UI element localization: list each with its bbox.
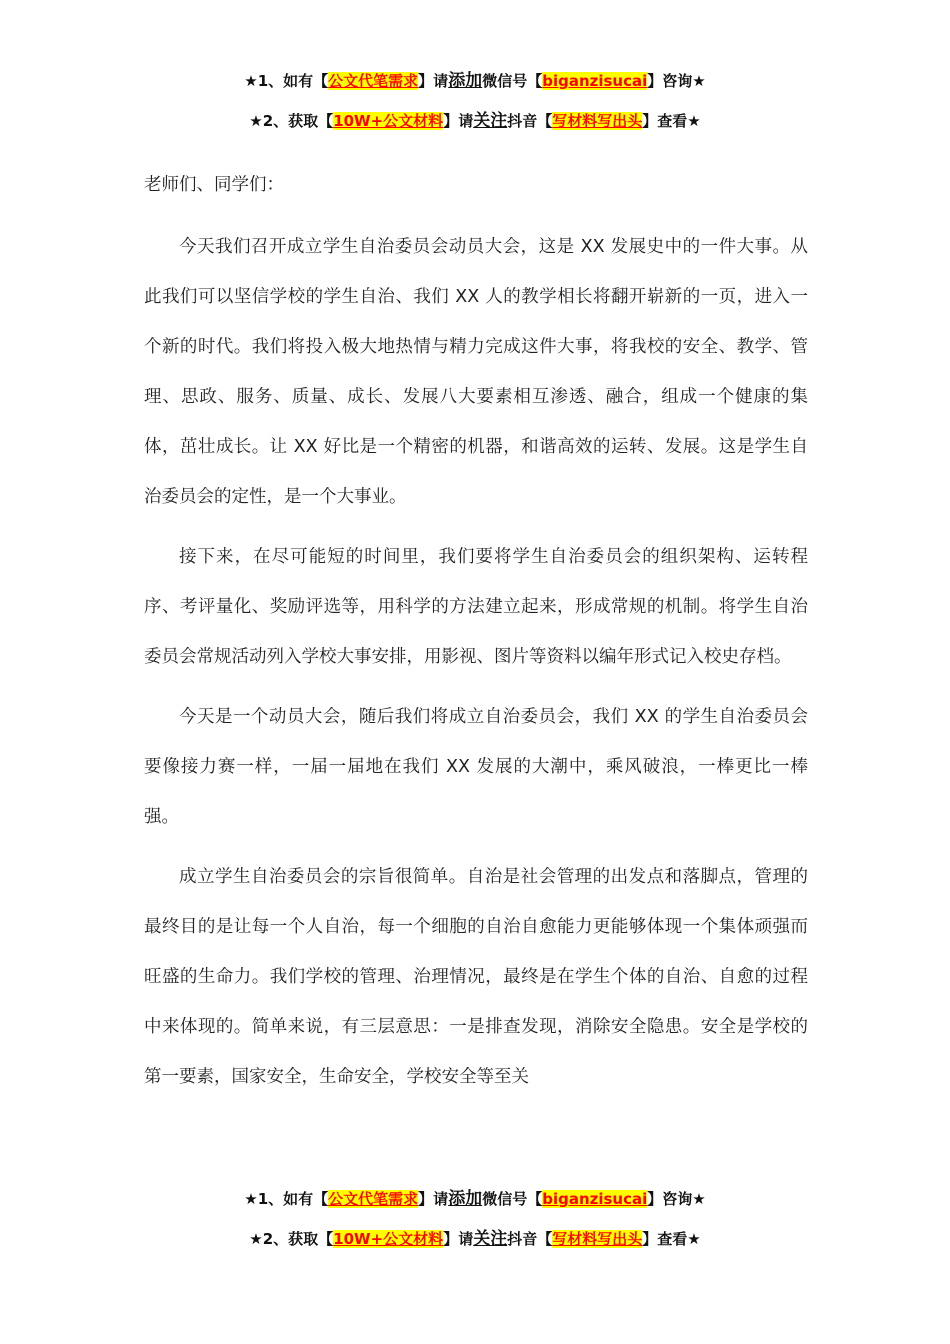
banner-text: 抖音【 <box>507 1230 553 1248</box>
highlight-douyin-id: 写材料写出头 <box>552 112 643 130</box>
paragraph: 接下来，在尽可能短的时间里，我们要将学生自治委员会的组织架构、运转程序、考评量化、奖励评选等，用科学的方法建立起来，形成常规的机制。将学生自治委员会常规活动列入学校大事安排，用影视、图片等资料以编年形式记入校史存档。 <box>144 547 808 667</box>
banner-text: 】查看★ <box>642 1230 701 1248</box>
banner-text: 微信号【 <box>482 72 543 90</box>
highlight-service: 公文代笔需求 <box>328 72 419 90</box>
banner-text: 抖音【 <box>507 112 553 130</box>
banner-text: 】查看★ <box>642 112 701 130</box>
underlined-text: 关注 <box>473 1229 508 1249</box>
banner-text: ★1、如有【 <box>244 1190 329 1208</box>
greeting: 老师们、同学们： <box>144 175 284 195</box>
banner-text: 】请 <box>443 112 474 130</box>
banner-text: 】请 <box>418 72 449 90</box>
header-banner <box>0 66 950 146</box>
highlight-materials: 10W+公文材料 <box>333 1230 444 1248</box>
highlight-wechat-id: biganzisucai <box>542 72 648 90</box>
banner-line-1 <box>0 1184 950 1224</box>
banner-text: 】咨询★ <box>647 1190 706 1208</box>
highlight-douyin-id: 写材料写出头 <box>552 1230 643 1248</box>
banner-line-2 <box>0 1224 950 1264</box>
banner-text: 】请 <box>418 1190 449 1208</box>
paragraph: 今天是一个动员大会，随后我们将成立自治委员会，我们 XX 的学生自治委员会要像接力赛一样，一届一届地在我们 XX 发展的大潮中，乘风破浪，一棒更比一棒强。 <box>144 707 808 827</box>
banner-line-2 <box>0 106 950 146</box>
banner-text: 】请 <box>443 1230 474 1248</box>
banner-text: ★2、获取【 <box>249 1230 334 1248</box>
document-body <box>144 160 808 1112</box>
highlight-wechat-id: biganzisucai <box>542 1190 648 1208</box>
footer-banner <box>0 1184 950 1264</box>
banner-text: 】咨询★ <box>647 72 706 90</box>
underlined-text: 添加 <box>448 71 483 91</box>
banner-text: 微信号【 <box>482 1190 543 1208</box>
highlight-service: 公文代笔需求 <box>328 1190 419 1208</box>
highlight-materials: 10W+公文材料 <box>333 112 444 130</box>
paragraph: 成立学生自治委员会的宗旨很简单。自治是社会管理的出发点和落脚点，管理的最终目的是让每一个人自治，每一个细胞的自治自愈能力更能够体现一个集体顽强而旺盛的生命力。我们学校的管理、治理情况，最终是在学生个体的自治、自愈的过程中来体现的。简单来说，有三层意思：一是排查发现，消除安全隐患。安全是学校的第一要素，国家安全，生命安全，学校安全等至关 <box>144 867 808 1087</box>
banner-text: ★2、获取【 <box>249 112 334 130</box>
underlined-text: 关注 <box>473 111 508 131</box>
underlined-text: 添加 <box>448 1189 483 1209</box>
banner-line-1 <box>0 66 950 106</box>
banner-text: ★1、如有【 <box>244 72 329 90</box>
paragraph: 今天我们召开成立学生自治委员会动员大会，这是 XX 发展史中的一件大事。从此我们可以坚信学校的学生自治、我们 XX 人的教学相长将翻开崭新的一页，进入一个新的时代。我们将投入极大地热情与精力完成这件大事，将我校的安全、教学、管理、思政、服务、质量、成长、发展八大要素相互渗透、融合，组成一个健康的集体，茁壮成长。让 XX 好比是一个精密的机器，和谐高效的运转、发展。这是学生自治委员会的定性，是一个大事业。 <box>144 237 808 507</box>
